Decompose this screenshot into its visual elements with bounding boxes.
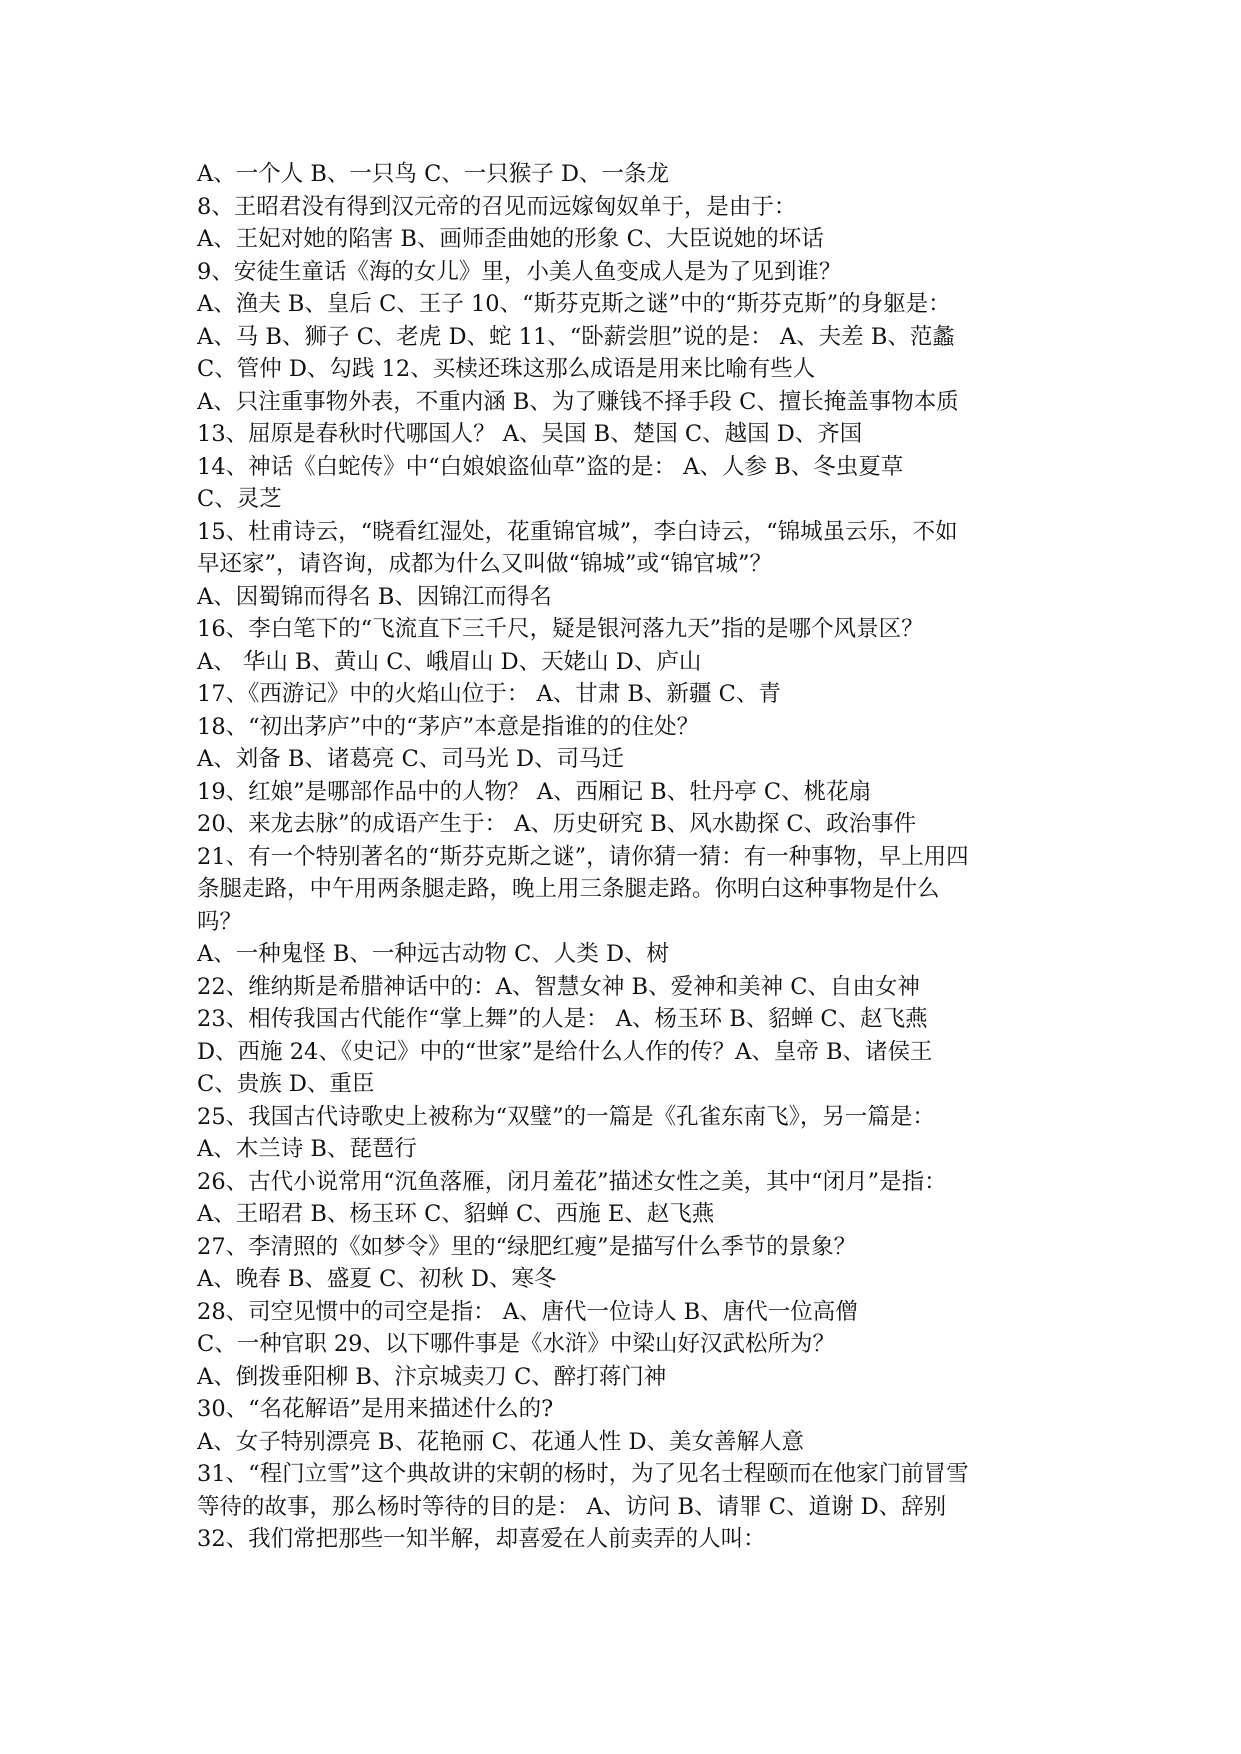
text-line: 20、来龙去脉”的成语产生于： A、历史研究 B、风水勘探 C、政治事件 <box>197 811 917 837</box>
text-line: 17、《西游记》中的火焰山位于： A、甘肃 B、新疆 C、青 <box>197 681 781 707</box>
text-line: 19、红娘”是哪部作品中的人物？ A、西厢记 B、牡丹亭 C、桃花扇 <box>197 778 872 805</box>
text-line: A、渔夫 B、皇后 C、王子 10、“斯芬克斯之谜”中的“斯芬克斯”的身躯是： <box>197 291 951 317</box>
text-line: 9、安徒生童话《海的女儿》里，小美人鱼变成人是为了见到谁？ <box>197 258 842 285</box>
text-line: 吗？ <box>197 908 243 935</box>
text-line: A、只注重事物外表，不重内涵 B、为了赚钱不择手段 C、擅长掩盖事物本质 <box>197 388 959 415</box>
text-line: 15、杜甫诗云，“晓看红湿处，花重锦官城”，李白诗云，“锦城虽云乐，不如 <box>197 518 958 545</box>
text-line: A、木兰诗 B、琵琶行 <box>197 1136 417 1162</box>
text-line: 26、古代小说常用“沉鱼落雁，闭月羞花”描述女性之美，其中“闭月”是指： <box>197 1168 947 1195</box>
text-line: D、西施 24、《史记》中的“世家”是给什么人作的传？A、皇帝 B、诸侯王 <box>197 1038 933 1065</box>
text-line: 23、相传我国古代能作“掌上舞”的人是： A、杨玉环 B、貂蝉 C、赵飞燕 <box>197 1006 928 1032</box>
text-line: A、王妃对她的陷害 B、画师歪曲她的形象 C、大臣说她的坏话 <box>197 226 824 252</box>
text-line: A、晚春 B、盛夏 C、初秋 D、寒冬 <box>197 1266 557 1292</box>
text-line: C、贵族 D、重臣 <box>197 1071 375 1097</box>
text-line: 早还家”，请咨询，成都为什么又叫做“锦城”或“锦官城”？ <box>197 551 773 577</box>
text-line: A、 华山 B、黄山 C、峨眉山 D、天姥山 D、庐山 <box>197 648 702 675</box>
text-line: 13、屈原是春秋时代哪国人？ A、吴国 B、楚国 C、越国 D、齐国 <box>197 421 863 447</box>
text-line: 25、我国古代诗歌史上被称为“双璧”的一篇是《孔雀东南飞》，另一篇是： <box>197 1103 935 1130</box>
text-line: A、因蜀锦而得名 B、因锦江而得名 <box>197 583 552 610</box>
text-line: 条腿走路，中午用两条腿走路，晚上用三条腿走路。你明白这种事物是什么 <box>197 876 940 902</box>
document-text <box>197 158 1057 1556</box>
text-line: A、马 B、狮子 C、老虎 D、蛇 11、“卧薪尝胆”说的是： A、夫差 B、范蠡 <box>197 323 955 350</box>
text-line: A、一种鬼怪 B、一种远古动物 C、人类 D、树 <box>197 941 669 967</box>
text-line: 18、“初出茅庐”中的“茅庐”本意是指谁的的住处？ <box>197 713 700 740</box>
text-line: A、一个人 B、一只鸟 C、一只猴子 D、一条龙 <box>197 161 669 187</box>
text-line: 28、司空见惯中的司空是指： A、唐代一位诗人 B、唐代一位高僧 <box>197 1298 858 1325</box>
text-line: A、倒拨垂阳柳 B、汴京城卖刀 C、醉打蒋门神 <box>197 1363 667 1390</box>
text-line: C、管仲 D、勾践 12、买椟还珠这那么成语是用来比喻有些人 <box>197 356 816 382</box>
text-line: 27、李清照的《如梦令》里的“绿肥红瘦”是描写什么季节的景象？ <box>197 1233 857 1260</box>
text-line: 8、王昭君没有得到汉元帝的召见而远嫁匈奴单于，是由于： <box>197 193 797 220</box>
text-line: C、一种官职 29、以下哪件事是《水浒》中梁山好汉武松所为？ <box>197 1331 835 1357</box>
text-line: 32、我们常把那些一知半解，却喜爱在人前卖弄的人叫： <box>197 1526 766 1552</box>
text-line: 22、维纳斯是希腊神话中的：A、智慧女神 B、爱神和美神 C、自由女神 <box>197 973 920 1000</box>
text-line: 14、神话《白蛇传》中“白娘娘盗仙草”盗的是： A、人参 B、冬虫夏草 <box>197 453 904 480</box>
text-line: 30、“名花解语”是用来描述什么的? <box>197 1396 554 1422</box>
text-line: 21、有一个特别著名的“斯芬克斯之谜”，请你猜一猜：有一种事物，早上用四 <box>197 843 969 870</box>
text-line: C、灵芝 <box>197 486 282 512</box>
text-line: A、女子特别漂亮 B、花艳丽 C、花通人性 D、美女善解人意 <box>197 1428 804 1455</box>
text-line: A、刘备 B、诸葛亮 C、司马光 D、司马迁 <box>197 746 624 772</box>
text-line: 等待的故事，那么杨时等待的目的是： A、访问 B、请罪 C、道谢 D、辞别 <box>197 1493 947 1520</box>
text-line: A、王昭君 B、杨玉环 C、貂蝉 C、西施 E、赵飞燕 <box>197 1201 715 1227</box>
text-line: 16、李白笔下的“飞流直下三千尺，疑是银河落九天”指的是哪个风景区？ <box>197 616 924 642</box>
text-line: 31、“程门立雪”这个典故讲的宋朝的杨时，为了见名士程颐而在他家门前冒雪 <box>197 1461 969 1487</box>
